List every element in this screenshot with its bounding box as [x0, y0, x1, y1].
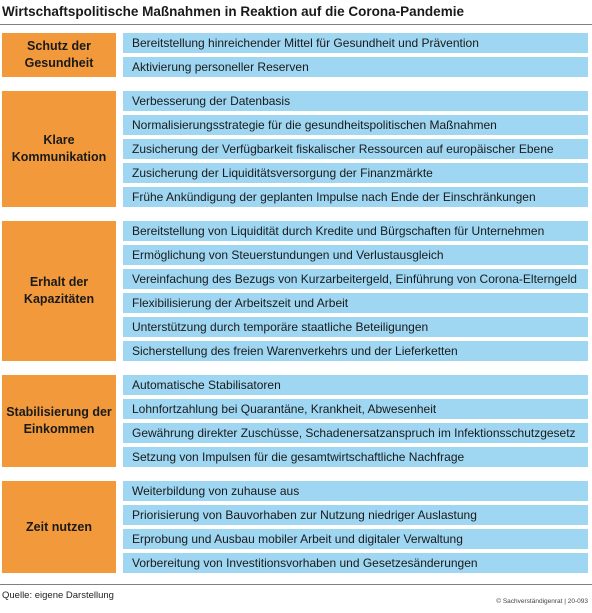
measure-item: Zusicherung der Liquiditätsversorgung der Finanzmärkte — [123, 163, 588, 183]
measure-item: Lohnfortzahlung bei Quarantäne, Krankheit, Abwesenheit — [123, 399, 588, 419]
category-label: Schutz der Gesundheit — [2, 33, 116, 77]
group-zeit-nutzen — [2, 481, 588, 573]
measure-list — [123, 375, 588, 467]
measure-item: Aktivierung personeller Reserven — [123, 57, 588, 77]
measure-item: Normalisierungsstrategie für die gesundheitspolitischen Maßnahmen — [123, 115, 588, 135]
page-title: Wirtschaftspolitische Maßnahmen in Reaktion auf die Corona-Pandemie — [2, 4, 464, 19]
measure-list — [123, 221, 588, 361]
measure-item: Bereitstellung von Liquidität durch Kredite und Bürgschaften für Unternehmen — [123, 221, 588, 241]
group-klare-kommunikation — [2, 91, 588, 207]
group-stabilisierung-der-einkommen — [2, 375, 588, 467]
measure-list — [123, 91, 588, 207]
measure-item: Vereinfachung des Bezugs von Kurzarbeitergeld, Einführung von Corona-Elterngeld — [123, 269, 588, 289]
group-schutz-der-gesundheit — [2, 33, 588, 77]
category-label: Stabilisierung der Einkommen — [2, 375, 116, 467]
measure-item: Sicherstellung des freien Warenverkehrs und der Lieferketten — [123, 341, 588, 361]
measure-item: Priorisierung von Bauvorhaben zur Nutzung niedriger Auslastung — [123, 505, 588, 525]
category-label: Klare Kommunikation — [2, 91, 116, 207]
measure-list — [123, 481, 588, 573]
bottom-divider — [0, 584, 592, 585]
measure-item: Setzung von Impulsen für die gesamtwirtschaftliche Nachfrage — [123, 447, 588, 467]
top-divider — [0, 24, 592, 25]
source-note: Quelle: eigene Darstellung — [2, 590, 114, 601]
measure-item: Frühe Ankündigung der geplanten Impulse nach Ende der Einschränkungen — [123, 187, 588, 207]
measure-item: Flexibilisierung der Arbeitszeit und Arbeit — [123, 293, 588, 313]
measure-item: Erprobung und Ausbau mobiler Arbeit und digitaler Verwaltung — [123, 529, 588, 549]
measure-item: Verbesserung der Datenbasis — [123, 91, 588, 111]
measure-item: Vorbereitung von Investitionsvorhaben und Gesetzesänderungen — [123, 553, 588, 573]
category-label: Erhalt der Kapazitäten — [2, 221, 116, 361]
measure-item: Bereitstellung hinreichender Mittel für Gesundheit und Prävention — [123, 33, 588, 53]
measure-item: Gewährung direkter Zuschüsse, Schadenersatzanspruch im Infektionsschutzgesetz — [123, 423, 588, 443]
measure-item: Weiterbildung von zuhause aus — [123, 481, 588, 501]
measure-list — [123, 33, 588, 77]
measure-item: Automatische Stabilisatoren — [123, 375, 588, 395]
measure-item: Unterstützung durch temporäre staatliche Beteiligungen — [123, 317, 588, 337]
measure-item: Ermöglichung von Steuerstundungen und Verlustausgleich — [123, 245, 588, 265]
group-erhalt-der-kapazitaeten — [2, 221, 588, 361]
category-label: Zeit nutzen — [2, 481, 116, 573]
measure-item: Zusicherung der Verfügbarkeit fiskalischer Ressourcen auf europäischer Ebene — [123, 139, 588, 159]
credit-note: © Sachverständigenrat | 20-093 — [496, 598, 588, 605]
